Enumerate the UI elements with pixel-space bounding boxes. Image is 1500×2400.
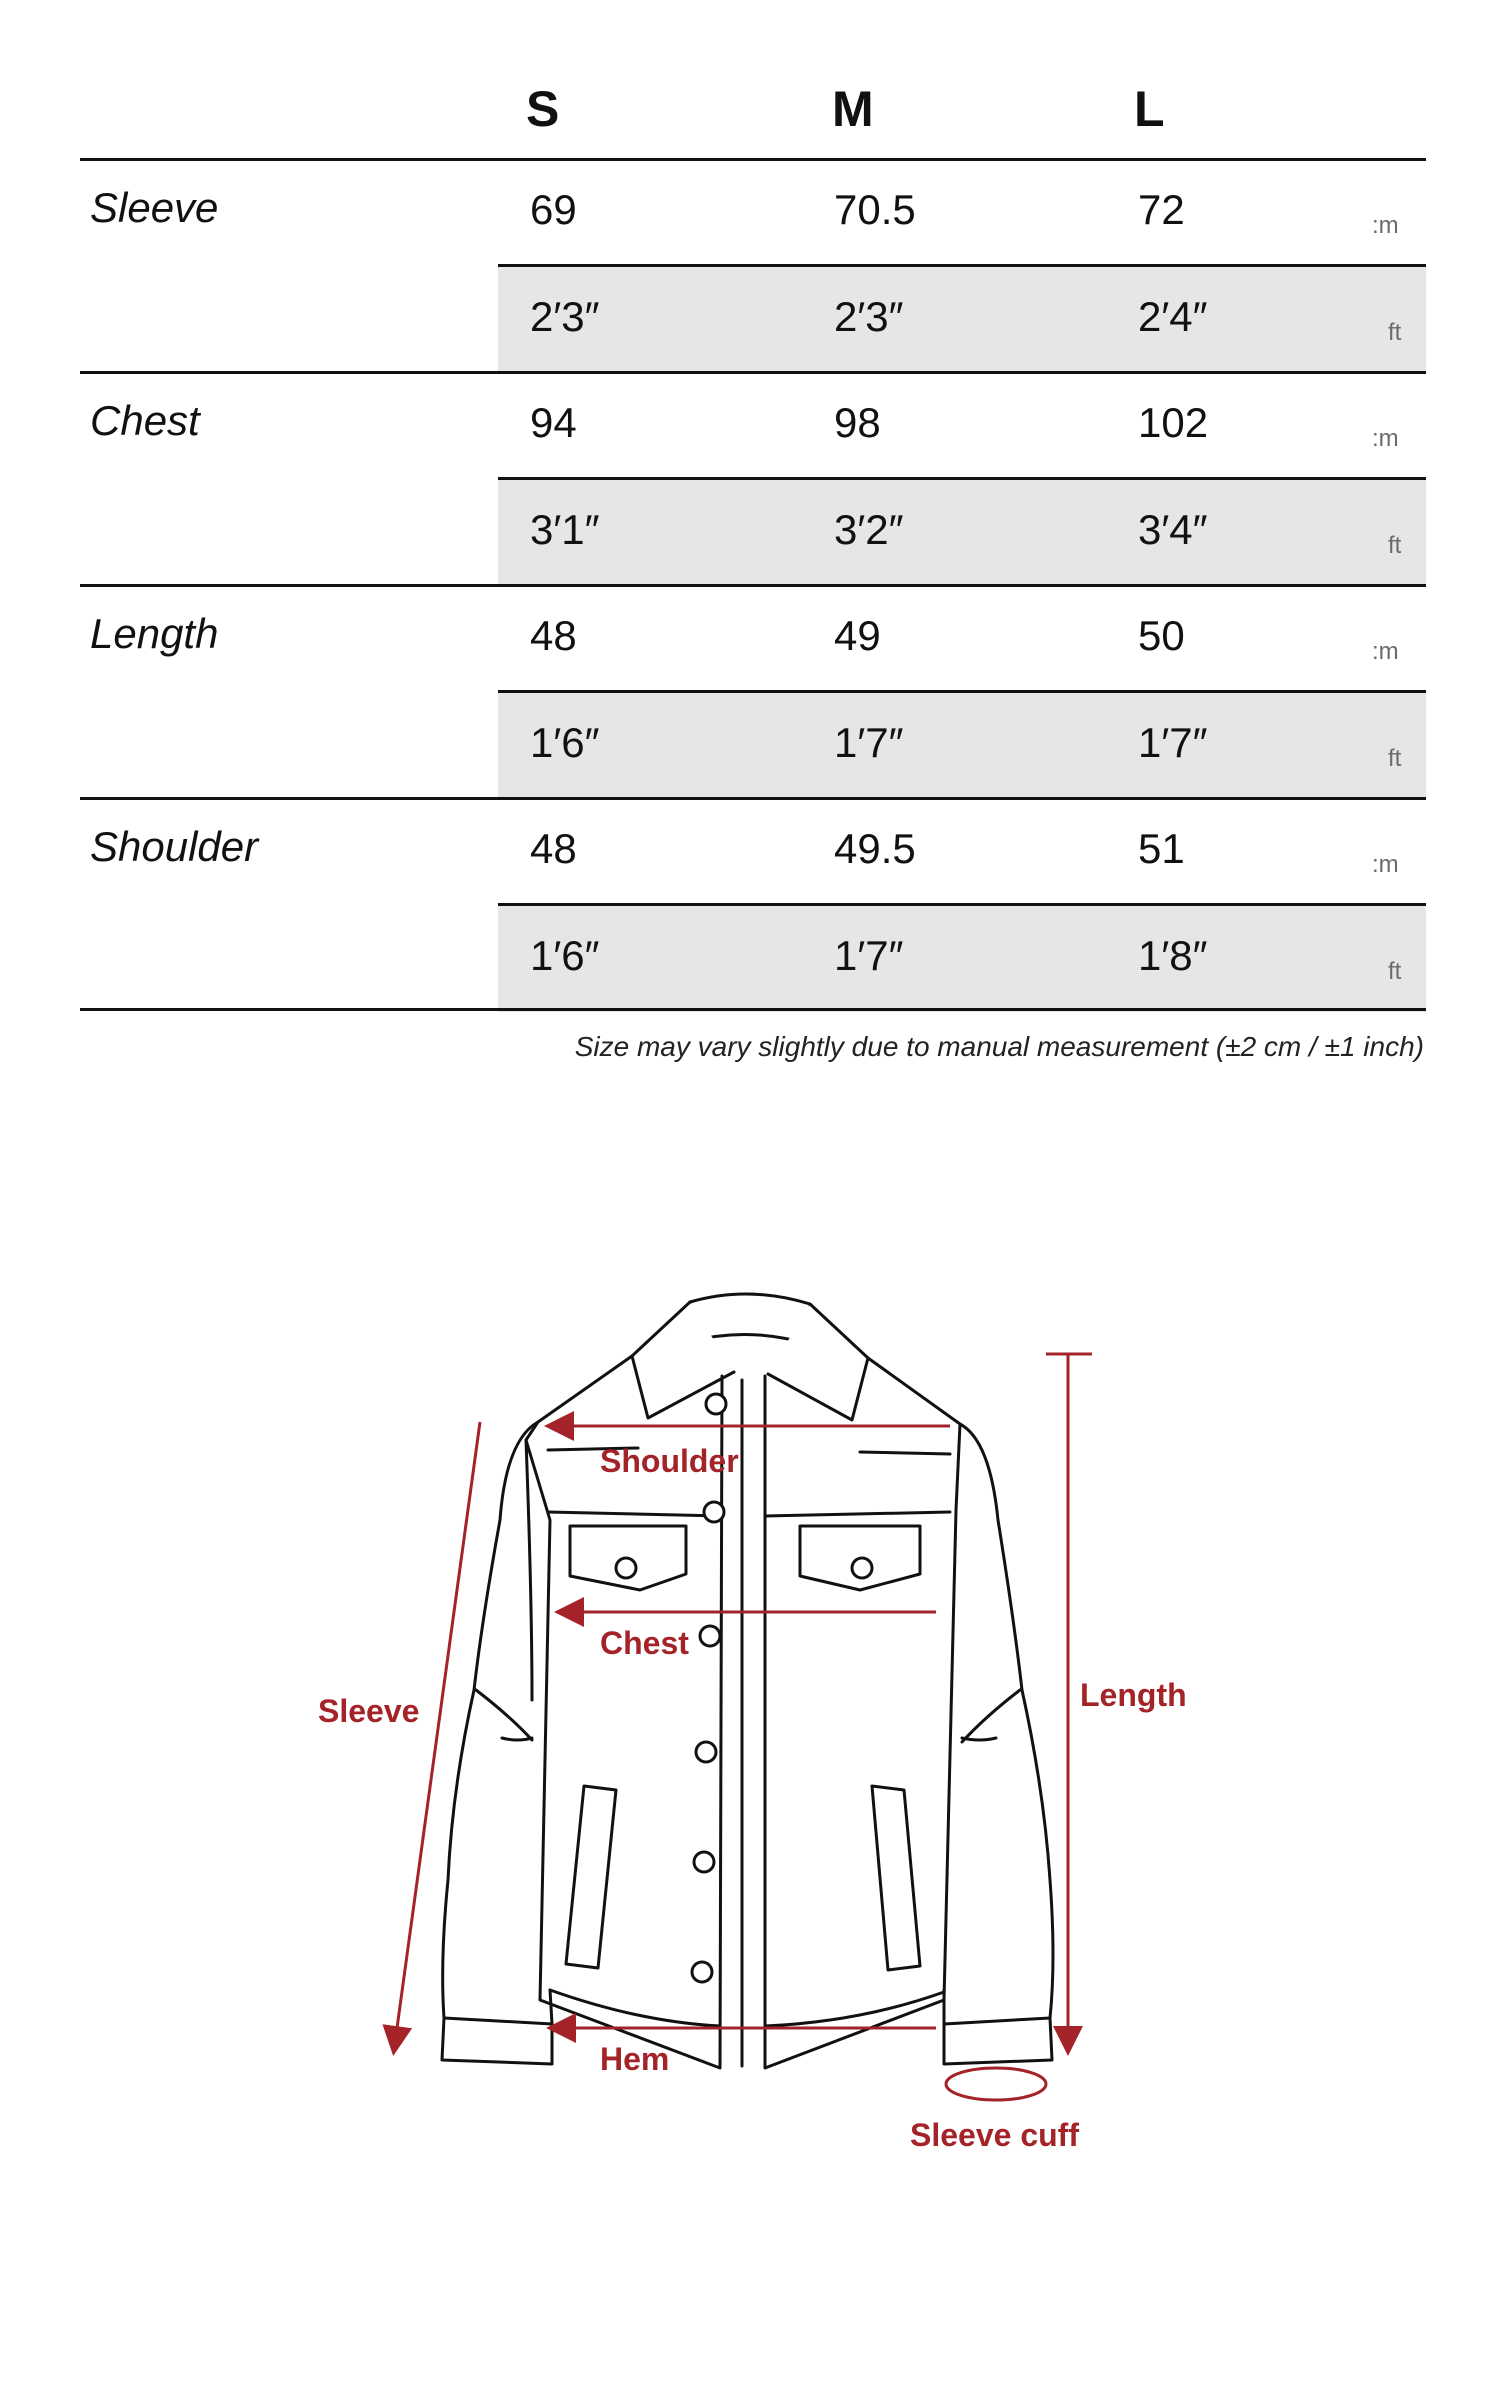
row-shading — [498, 480, 1426, 586]
cell-shoulder-l-cm: 51 — [1138, 825, 1185, 872]
cell-sleeve-s-ft: 2′3″ — [530, 293, 600, 340]
button — [852, 1558, 872, 1578]
cell-shoulder-m-ft: 1′7″ — [834, 932, 904, 979]
table-row-chest-cm — [0, 373, 1500, 479]
unit-ft: ft — [1388, 532, 1402, 559]
cell-chest-l-ft: 3′4″ — [1138, 506, 1208, 553]
table-row-length-cm — [0, 586, 1500, 692]
cell-length-m-cm: 49 — [834, 612, 881, 659]
cell-chest-l-cm: 102 — [1138, 399, 1209, 446]
unit-ft: ft — [1388, 319, 1402, 346]
cell-sleeve-m-cm: 70.5 — [834, 186, 916, 233]
row-label-length: Length — [90, 610, 219, 657]
cell-sleeve-s-cm: 69 — [530, 186, 577, 233]
row-shading — [498, 693, 1426, 799]
button — [696, 1742, 716, 1762]
cell-chest-s-ft: 3′1″ — [530, 506, 600, 553]
cell-chest-s-cm: 94 — [530, 399, 577, 446]
row-label-shoulder: Shoulder — [90, 823, 259, 870]
unit-cm: :m — [1372, 212, 1399, 239]
row-shading — [498, 267, 1426, 373]
unit-cm: :m — [1372, 851, 1399, 878]
button — [700, 1626, 720, 1646]
cell-length-s-ft: 1′6″ — [530, 719, 600, 766]
table-row-sleeve-ft — [0, 267, 1500, 373]
cell-sleeve-l-ft: 2′4″ — [1138, 293, 1208, 340]
button — [694, 1852, 714, 1872]
row-shading — [498, 906, 1426, 1012]
jacket-diagram — [0, 1240, 1500, 2240]
table-row-sleeve-cm — [0, 160, 1500, 266]
measurement-note: Size may vary slightly due to manual measurement (±2 cm / ±1 inch) — [574, 1031, 1424, 1062]
size-header-s: S — [526, 81, 560, 137]
cell-length-m-ft: 1′7″ — [834, 719, 904, 766]
table-rule — [80, 1008, 1426, 1011]
sleeve-arrow — [394, 1422, 480, 2050]
cell-length-l-ft: 1′7″ — [1138, 719, 1208, 766]
jacket-buttons — [616, 1394, 872, 1982]
cell-shoulder-m-cm: 49.5 — [834, 825, 916, 872]
label-hem: Hem — [600, 2041, 670, 2077]
jacket-outline — [442, 1294, 1053, 2068]
table-row-chest-ft — [0, 480, 1500, 586]
cell-length-l-cm: 50 — [1138, 612, 1185, 659]
label-sleeve: Sleeve — [318, 1693, 420, 1729]
unit-ft: ft — [1388, 958, 1402, 985]
cell-chest-m-cm: 98 — [834, 399, 881, 446]
cell-length-s-cm: 48 — [530, 612, 577, 659]
unit-ft: ft — [1388, 745, 1402, 772]
table-row-length-ft — [0, 693, 1500, 799]
size-header-l: L — [1134, 81, 1165, 137]
label-shoulder: Shoulder — [600, 1443, 739, 1479]
cell-shoulder-s-cm: 48 — [530, 825, 577, 872]
button — [692, 1962, 712, 1982]
cell-shoulder-l-ft: 1′8″ — [1138, 932, 1208, 979]
table-row-shoulder-ft — [0, 906, 1500, 1012]
cell-sleeve-m-ft: 2′3″ — [834, 293, 904, 340]
unit-cm: :m — [1372, 425, 1399, 452]
cell-shoulder-s-ft: 1′6″ — [530, 932, 600, 979]
row-label-chest: Chest — [90, 397, 200, 444]
sleeve-cuff-loop — [946, 2068, 1046, 2100]
cell-sleeve-l-cm: 72 — [1138, 186, 1185, 233]
button — [706, 1394, 726, 1414]
size-header-m: M — [832, 81, 874, 137]
label-length: Length — [1080, 1677, 1187, 1713]
table-row-shoulder-cm — [0, 799, 1500, 905]
cell-chest-m-ft: 3′2″ — [834, 506, 904, 553]
label-chest: Chest — [600, 1625, 689, 1661]
unit-cm: :m — [1372, 638, 1399, 665]
button — [616, 1558, 636, 1578]
label-sleeve-cuff: Sleeve cuff — [910, 2117, 1079, 2153]
row-label-sleeve: Sleeve — [90, 184, 219, 231]
button — [704, 1502, 724, 1522]
